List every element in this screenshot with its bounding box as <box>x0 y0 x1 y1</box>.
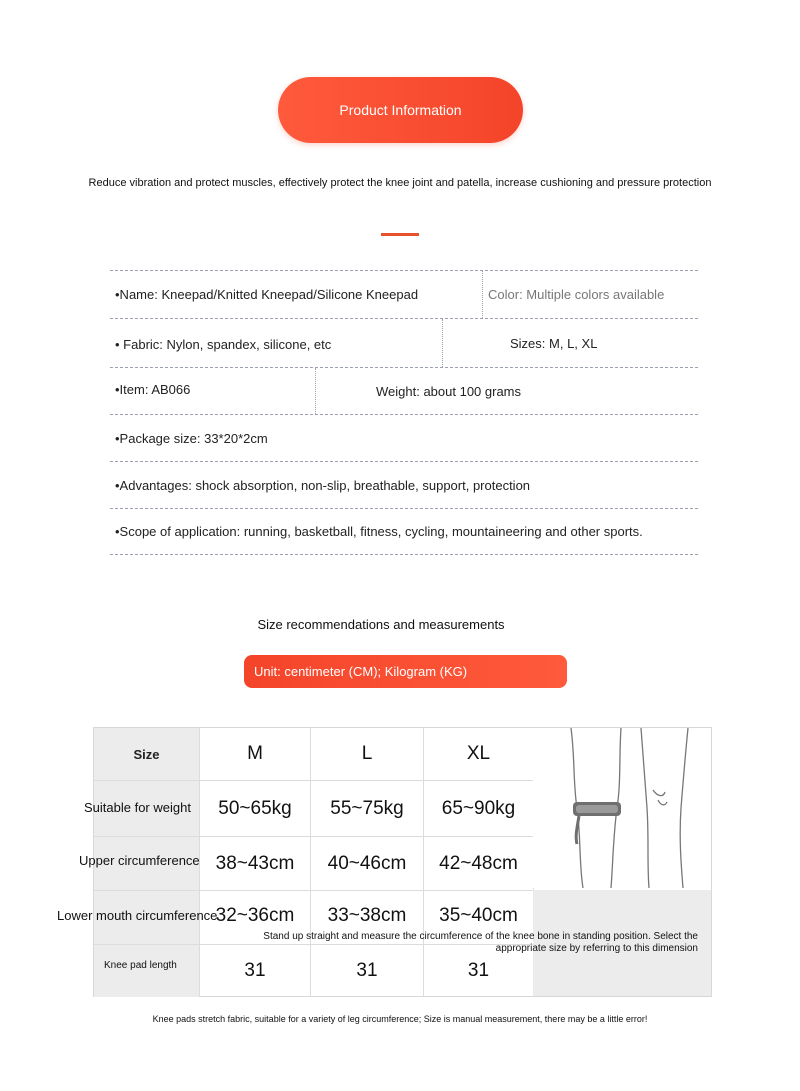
size-col-xl: XL <box>466 743 491 764</box>
weight-m: 50~65kg <box>218 797 292 819</box>
info-name: •Name: Kneepad/Knitted Kneepad/Silicone Kneepad <box>115 287 419 302</box>
grid-line <box>423 728 424 997</box>
info-fabric: • Fabric: Nylon, spandex, silicone, etc <box>115 337 332 352</box>
size-header-label: Size <box>94 728 199 780</box>
size-col-l: L <box>361 743 373 764</box>
size-heading <box>0 617 800 632</box>
info-row-item <box>110 367 698 414</box>
info-item: •Item: AB066 <box>115 382 191 397</box>
info-row-fabric <box>110 318 698 367</box>
grid-line <box>94 836 533 837</box>
measure-note <box>160 931 698 955</box>
accent-divider <box>381 233 419 236</box>
upper-m: 38~43cm <box>215 852 295 874</box>
row-label-weight: Suitable for weight <box>84 800 191 815</box>
row-label-length: Knee pad length <box>104 960 177 971</box>
lower-xl: 35~40cm <box>439 905 518 926</box>
info-color: Color: Multiple colors available <box>488 287 665 302</box>
info-row-package <box>110 414 698 461</box>
length-xl: 31 <box>467 960 490 981</box>
info-row-name <box>110 270 698 318</box>
weight-l: 55~75kg <box>330 797 404 819</box>
measure-note-line-2: appropriate size by referring to this dimension <box>495 943 698 954</box>
info-scope: •Scope of application: running, basketball, fitness, cycling, mountaineering and other sports. <box>115 524 643 539</box>
info-package: •Package size: 33*20*2cm <box>115 430 268 446</box>
grid-line <box>310 728 311 997</box>
lower-m: 32~36cm <box>215 905 295 926</box>
cell-divider <box>442 319 443 367</box>
length-m: 31 <box>244 960 266 981</box>
upper-xl: 42~48cm <box>439 852 518 874</box>
weight-xl: 65~90kg <box>441 797 516 819</box>
size-heading-text: Size recommendations and measurements <box>257 617 505 632</box>
lower-l: 33~38cm <box>327 905 407 926</box>
unit-label: Unit: centimeter (CM); Kilogram (KG) <box>244 655 567 688</box>
info-sizes: Sizes: M, L, XL <box>510 335 598 351</box>
footnote: Knee pads stretch fabric, suitable for a variety of leg circumference; Size is manual measurement, there may be a little error! <box>152 1014 648 1024</box>
product-subtitle: Reduce vibration and protect muscles, effectively protect the knee joint and patella, increase cushioning and pressure protection <box>88 177 712 189</box>
row-label-lower: Lower mouth circumference <box>57 908 218 923</box>
grid-line <box>94 780 533 781</box>
info-advantages: •Advantages: shock absorption, non-slip, breathable, support, protection <box>115 477 531 493</box>
upper-l: 40~46cm <box>327 852 407 874</box>
measure-note-line-1: Stand up straight and measure the circumference of the knee bone in standing position. Select the <box>263 931 698 942</box>
length-l: 31 <box>356 960 378 981</box>
knee-illustration <box>533 728 711 888</box>
knee-drawing-icon <box>533 728 711 888</box>
cell-divider <box>315 368 316 414</box>
product-information-title: Product Information <box>278 77 523 143</box>
info-weight: Weight: about 100 grams <box>376 383 522 399</box>
info-row-scope <box>110 508 698 555</box>
info-row-advantages <box>110 461 698 508</box>
product-info-table <box>110 270 698 555</box>
size-col-m: M <box>247 743 263 764</box>
row-label-upper: Upper circumference <box>79 853 200 868</box>
cell-divider <box>482 271 483 318</box>
